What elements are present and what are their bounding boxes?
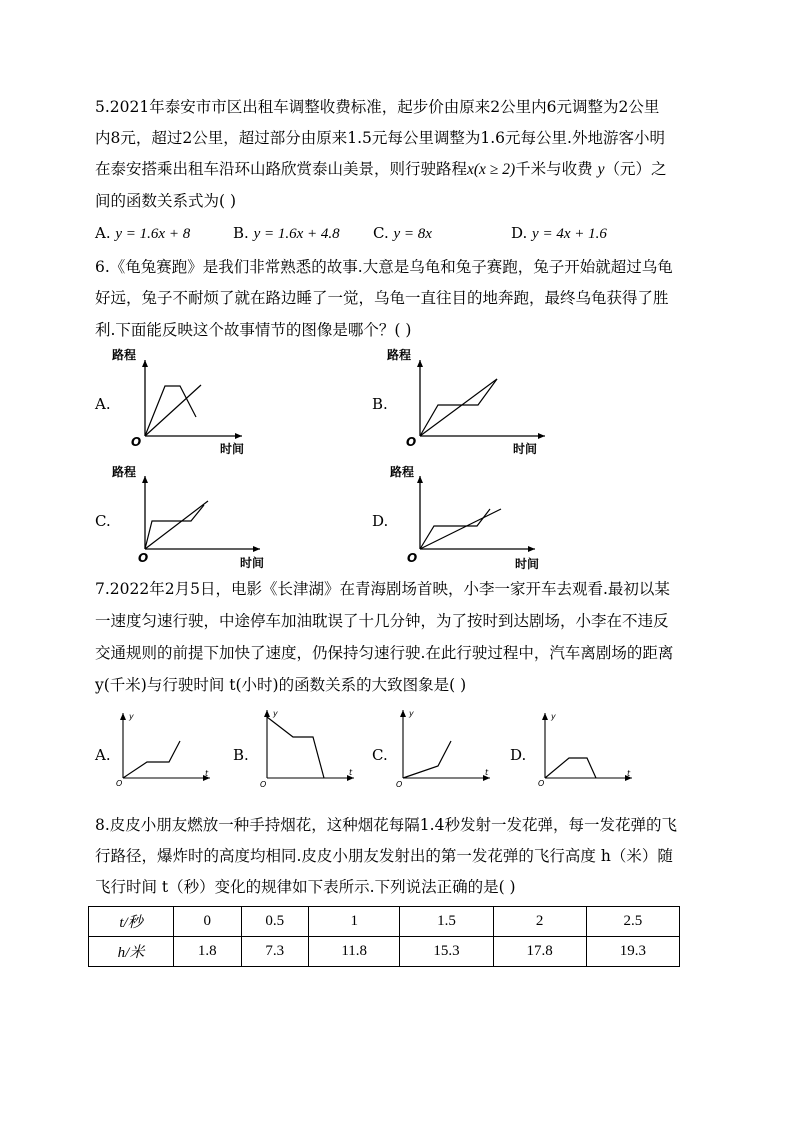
y-axis-label: y xyxy=(273,709,278,718)
q8-line3: 飞行时间 t（秒）变化的规律如下表所示.下列说法正确的是( ) xyxy=(95,878,516,896)
q7-line4: y(千米)与行驶时间 t(小时)的函数关系的大致图象是( ) xyxy=(95,676,467,694)
q6-graph-a[interactable] xyxy=(100,342,260,462)
curve xyxy=(267,717,324,778)
y-axis-label: 路程 xyxy=(390,465,415,479)
q5-line1: 5.2021年泰安市市区出租车调整收费标准，起步价由原来2公里内6元调整为2公里 xyxy=(95,98,660,116)
q7-graph-c[interactable] xyxy=(392,705,502,795)
origin-label: O xyxy=(538,779,545,788)
x-axis-label: t xyxy=(349,768,353,777)
tortoise-line xyxy=(145,501,208,549)
table-cell: 1 xyxy=(309,907,400,937)
origin-label: O xyxy=(407,551,418,565)
y-axis-label: y xyxy=(551,712,556,721)
x-axis-label: 时间 xyxy=(240,556,265,570)
table-row-h xyxy=(89,937,680,967)
y-axis-label: 路程 xyxy=(387,348,412,362)
origin-label: O xyxy=(396,780,403,789)
q6-graph-b[interactable] xyxy=(375,342,555,462)
table-cell: 0.5 xyxy=(241,907,309,937)
y-axis-label: 路程 xyxy=(112,348,137,362)
x-axis-label: t xyxy=(627,769,631,778)
origin-label: O xyxy=(260,780,267,789)
y-axis-label: y xyxy=(409,709,414,718)
x-axis-label: t xyxy=(485,768,489,777)
q7-option-b-label[interactable]: B. xyxy=(233,746,249,764)
table-cell: 7.3 xyxy=(241,937,309,967)
table-cell: 17.8 xyxy=(493,937,586,967)
origin-label: O xyxy=(131,435,142,449)
row-header-t: t/秒 xyxy=(89,907,174,937)
tortoise-line xyxy=(420,379,497,436)
curve xyxy=(403,741,451,778)
q6-graph-c[interactable] xyxy=(100,460,280,580)
table-cell: 2 xyxy=(493,907,586,937)
table-cell: 1.8 xyxy=(174,937,242,967)
y-axis-label: y xyxy=(129,712,134,721)
origin-label: O xyxy=(406,435,417,449)
q7-line3: 交通规则的前提下加快了速度，仍保持匀速行驶.在此行驶过程中，汽车离剧场的距离 xyxy=(95,644,674,662)
origin-label: O xyxy=(116,779,123,788)
q6-line1: 6.《龟兔赛跑》是我们非常熟悉的故事.大意是乌龟和兔子赛跑，兔子开始就超过乌龟 xyxy=(95,258,673,276)
q5-line2: 内8元，超过2公里，超过部分由原来1.5元每公里调整为1.6元每公里.外地游客小明 xyxy=(95,129,665,147)
q7-option-d-label[interactable]: D. xyxy=(510,746,527,764)
q5-line3: 在泰安搭乘出租车沿环山路欣赏泰山美景，则行驶路程x(x ≥ 2)千米与收费 y（元）之 xyxy=(95,160,667,178)
q7-graph-b[interactable] xyxy=(256,705,366,795)
q5-option-c[interactable]: C. y = 8x xyxy=(373,224,432,242)
q6-option-a-label[interactable]: A. xyxy=(95,395,111,413)
q6-graph-d[interactable] xyxy=(375,460,565,580)
q7-line1: 7.2022年2月5日，电影《长津湖》在青海剧场首映，小李一家开车去观看.最初以某 xyxy=(95,580,670,598)
q6-line2: 好远，兔子不耐烦了就在路边睡了一觉，乌龟一直往目的地奔跑，最终乌龟获得了胜 xyxy=(95,289,669,307)
table-cell: 2.5 xyxy=(586,907,679,937)
curve xyxy=(545,758,596,778)
origin-label: O xyxy=(138,551,149,565)
q5-option-d[interactable]: D. y = 4x + 1.6 xyxy=(511,224,607,242)
y-axis-label: 路程 xyxy=(112,465,137,479)
q8-line2: 行路径，爆炸时的高度均相同.皮皮小朋友发射出的第一发花弹的飞行高度 h（米）随 xyxy=(95,847,673,865)
row-header-h: h/米 xyxy=(89,937,174,967)
x-axis-label: 时间 xyxy=(513,442,538,456)
table-cell: 1.5 xyxy=(400,907,493,937)
table-cell: 0 xyxy=(174,907,242,937)
q7-line2: 一速度匀速行驶，中途停车加油耽误了十几分钟，为了按时到达剧场，小李在不违反 xyxy=(95,612,669,630)
q6-line3: 利.下面能反映这个故事情节的图像是哪个？( ) xyxy=(95,321,412,339)
q6-option-d-label[interactable]: D. xyxy=(372,512,389,530)
table-cell: 11.8 xyxy=(309,937,400,967)
q7-option-a-label[interactable]: A. xyxy=(95,746,111,764)
x-axis-label: 时间 xyxy=(515,557,540,571)
hare-line xyxy=(420,509,490,549)
q6-option-c-label[interactable]: C. xyxy=(95,512,111,530)
q5-option-a[interactable]: A. y = 1.6x + 8 xyxy=(95,224,191,242)
x-axis-label: 时间 xyxy=(220,442,245,456)
q5-option-b[interactable]: B. y = 1.6x + 4.8 xyxy=(233,224,340,242)
q6-option-b-label[interactable]: B. xyxy=(372,395,388,413)
q8-line1: 8.皮皮小朋友燃放一种手持烟花，这种烟花每隔1.4秒发射一发花弹，每一发花弹的飞 xyxy=(95,816,677,834)
x-axis-label: t xyxy=(205,769,209,778)
table-cell: 15.3 xyxy=(400,937,493,967)
q7-graph-d[interactable] xyxy=(534,706,644,796)
table-cell: 19.3 xyxy=(586,937,679,967)
table-row-t xyxy=(89,907,680,937)
curve xyxy=(123,741,180,778)
q7-option-c-label[interactable]: C. xyxy=(372,746,388,764)
q5-line4: 间的函数关系式为( ) xyxy=(95,192,237,210)
q7-graph-a[interactable] xyxy=(112,706,222,796)
q8-data-table xyxy=(88,906,680,967)
